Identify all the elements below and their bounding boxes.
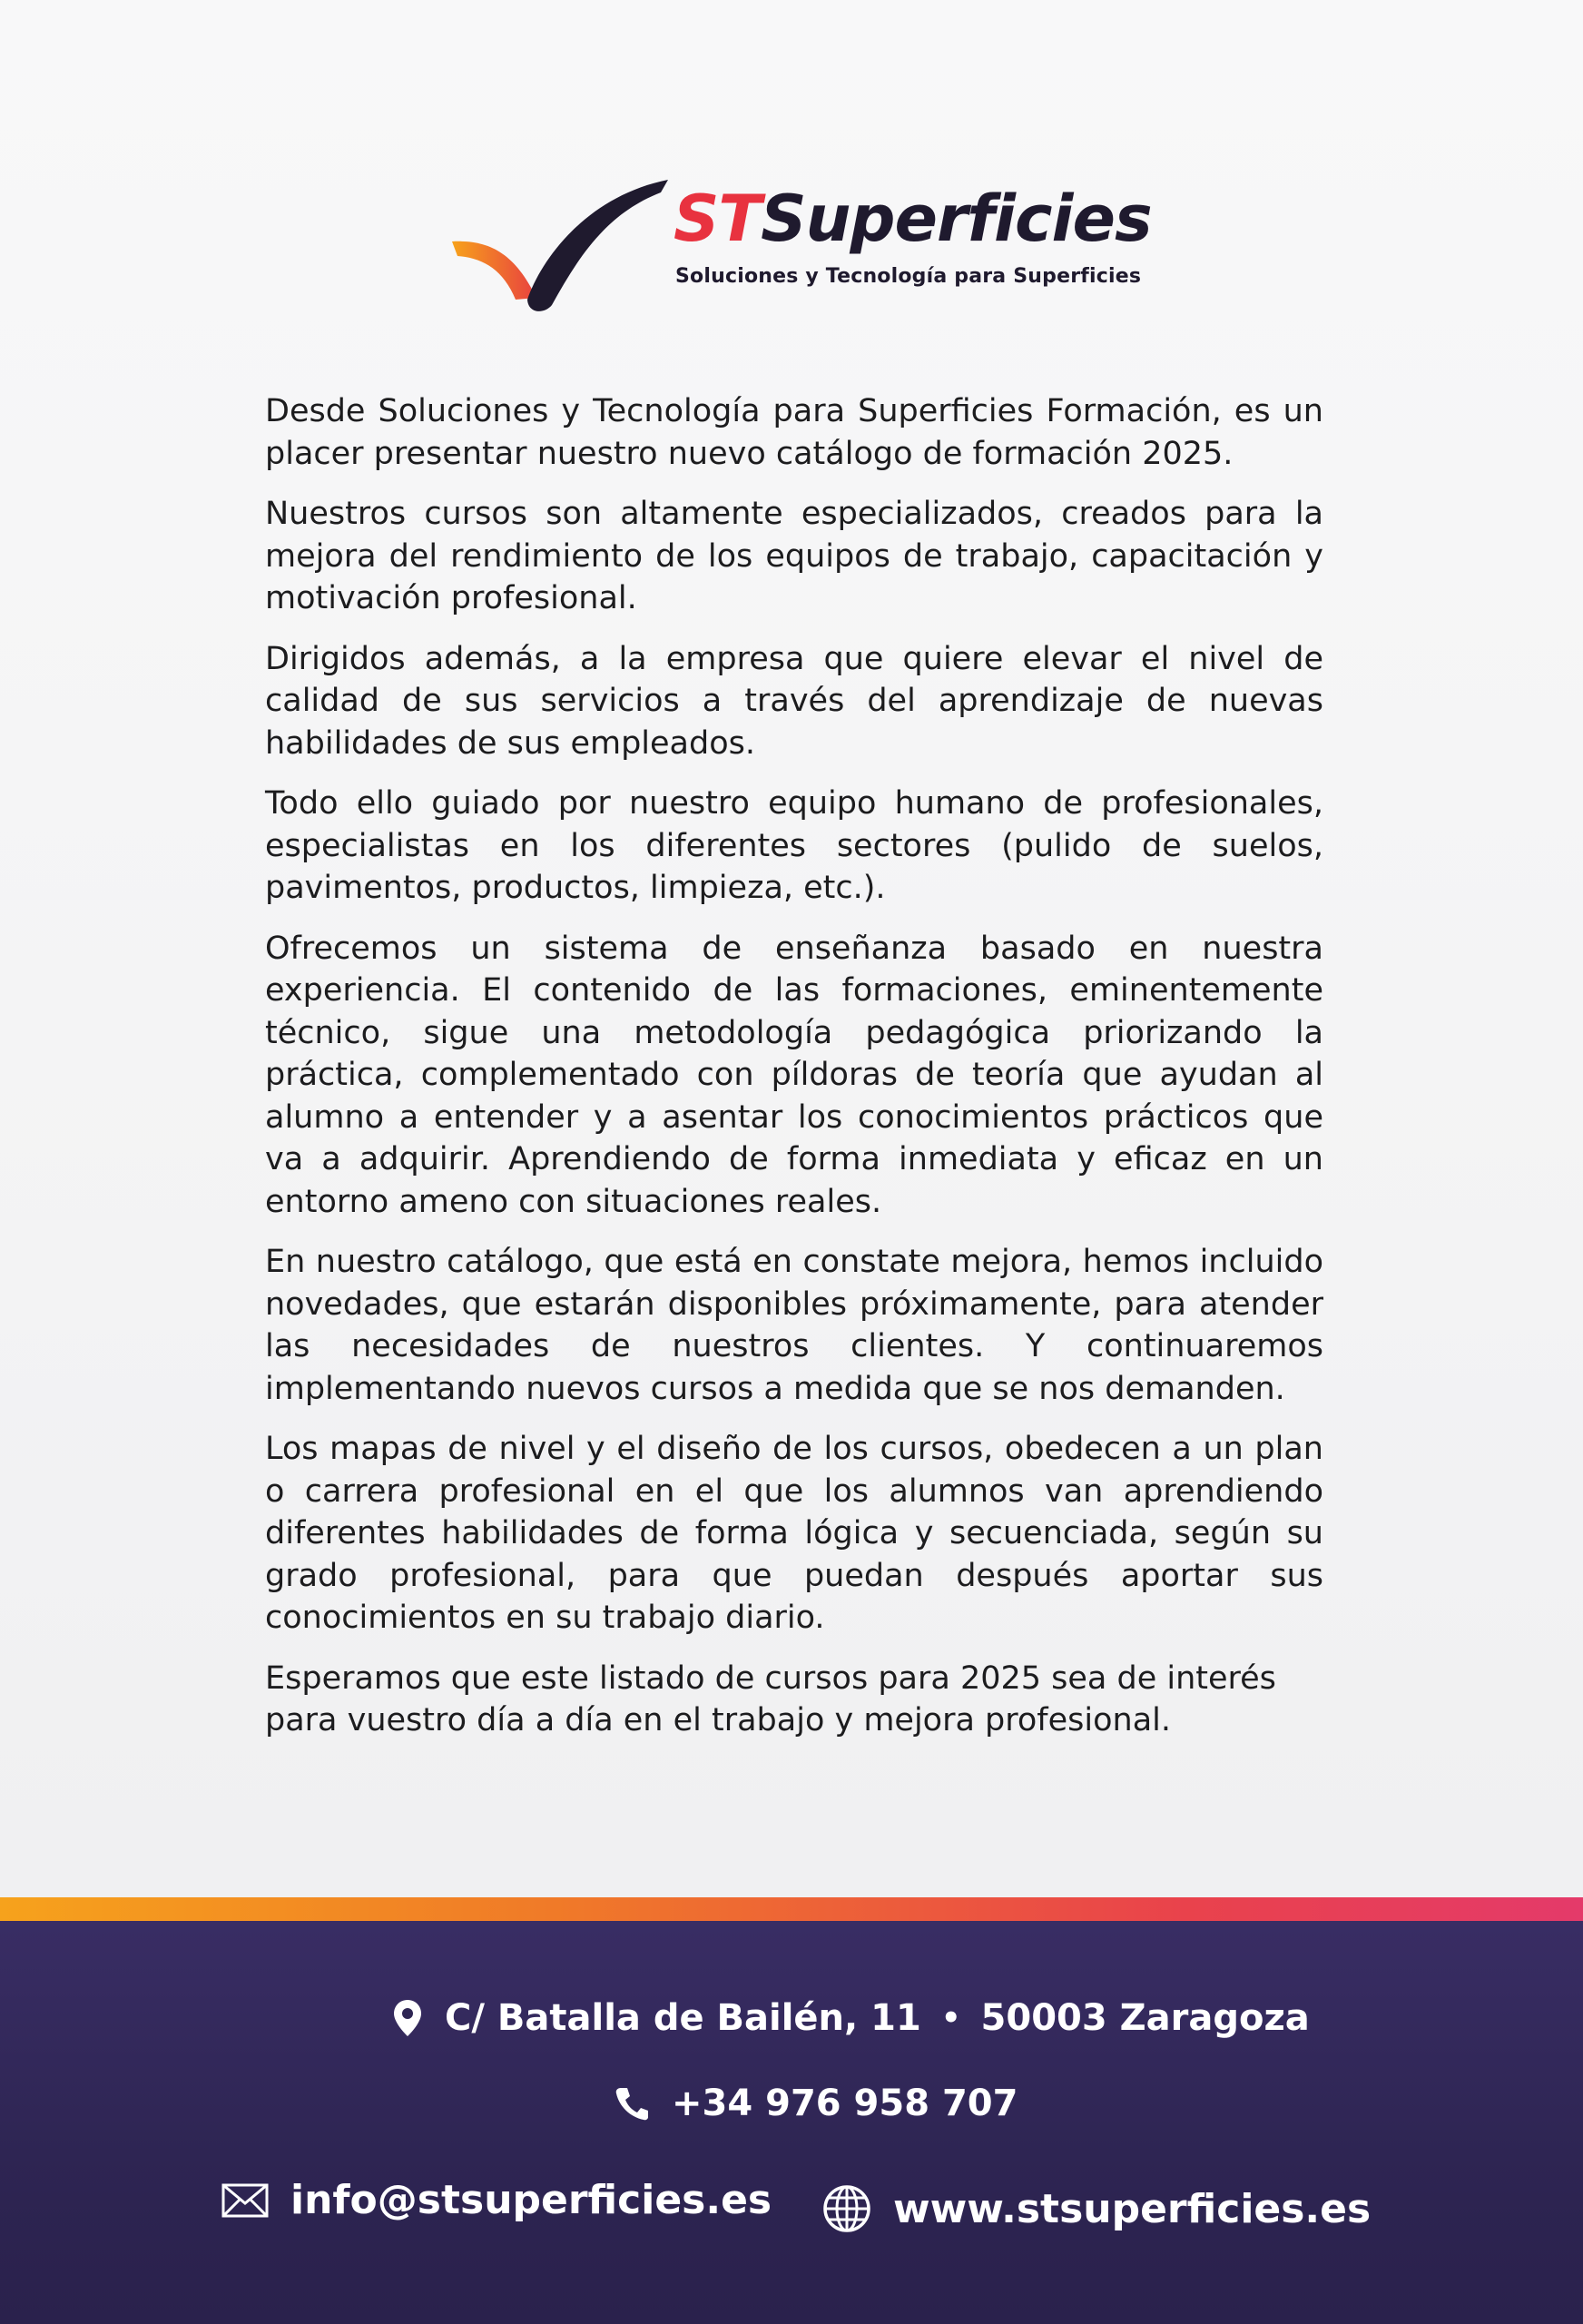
location-pin-icon <box>392 1998 423 2038</box>
swoosh-logo-icon <box>450 178 677 314</box>
paragraph: Desde Soluciones y Tecnología para Superficies Formación, es un placer presentar nuestro nuevo catálogo de formación 2025. <box>265 393 1323 472</box>
email-link[interactable]: info@stsuperficies.es <box>290 2177 772 2223</box>
phone-icon <box>614 2085 650 2122</box>
paragraph: Ofrecemos un sistema de enseñanza basado en nuestra experiencia. El contenido de las formaciones, eminentemente técnico, sigue una metodología pedagógica priorizando la práctica, complementado con píldoras de teoría que ayudan al alumno a entender y a asentar los conocimientos prácticos que va a adquirir. Aprendiendo de forma inmediata y eficaz en un entorno ameno con situaciones reales. <box>265 930 1323 1220</box>
brand-tagline: Soluciones y Tecnología para Superficies <box>675 265 1142 288</box>
address-separator: • <box>940 2000 961 2036</box>
brand-prefix: ST <box>674 182 762 256</box>
address-city: 50003 Zaragoza <box>980 1997 1310 2039</box>
phone-line <box>614 2083 1018 2124</box>
paragraph: Esperamos que este listado de cursos para 2025 sea de interés para vuestro día a día en el trabajo y mejora profesional. <box>265 1659 1276 1738</box>
company-logo <box>450 178 1152 314</box>
globe-icon <box>822 2184 871 2233</box>
brand-name <box>674 178 1152 260</box>
envelope-icon <box>221 2183 269 2218</box>
website-line <box>822 2184 1371 2233</box>
brand-suffix: Superficies <box>761 182 1152 256</box>
paragraph: Los mapas de nivel y el diseño de los cursos, obedecen a un plan o carrera profesional en el que los alumnos van aprendiendo diferentes habilidades de forma lógica y secuenciada, según su grado profesional, para que puedan después aportar sus conocimientos en su trabajo diario. <box>265 1431 1323 1636</box>
paragraph: Todo ello guiado por nuestro equipo humano de profesionales, especialistas en los diferentes sectores (pulido de suelos, pavimentos, productos, limpieza, etc.). <box>265 785 1323 906</box>
address-line <box>392 1997 1310 2039</box>
address-street: C/ Batalla de Bailén, 11 <box>445 1997 921 2039</box>
footer-accent-stripe <box>0 1897 1583 1921</box>
paragraph: Nuestros cursos son altamente especializados, creados para la mejora del rendimiento de los equipos de trabajo, capacitación y motivación profesional. <box>265 496 1323 616</box>
paragraph: En nuestro catálogo, que está en constate mejora, hemos incluido novedades, que estarán disponibles próximamente, para atender las necesidades de nuestros clientes. Y continuaremos implementando nuevos cursos a medida que se nos demanden. <box>265 1244 1323 1407</box>
intro-letter <box>265 390 1323 1760</box>
website-link[interactable]: www.stsuperficies.es <box>893 2185 1372 2232</box>
email-line <box>221 2177 772 2223</box>
paragraph: Dirigidos además, a la empresa que quiere elevar el nivel de calidad de sus servicios a través del aprendizaje de nuevas habilidades de sus empleados. <box>265 640 1323 762</box>
phone-number[interactable]: +34 976 958 707 <box>672 2083 1018 2124</box>
